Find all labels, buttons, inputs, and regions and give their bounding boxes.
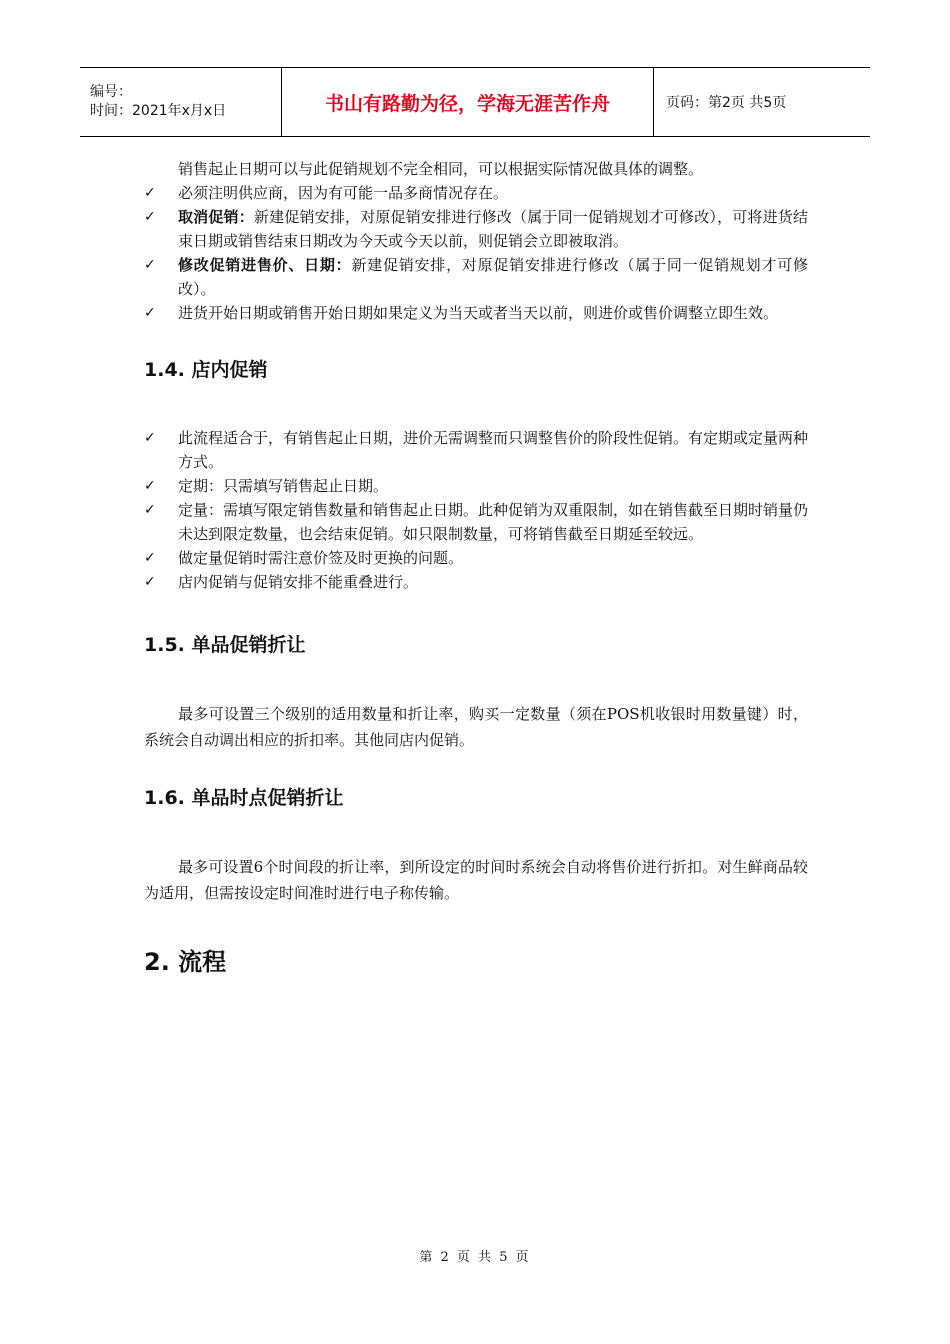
list-item-text: 必须注明供应商，因为有可能一品多商情况存在。 (178, 184, 509, 202)
intro-continuation: 销售起止日期可以与此促销规划不完全相同，可以根据实际情况做具体的调整。 (178, 160, 704, 178)
check-icon: ✓ (144, 478, 156, 494)
promotion-notes-list (144, 181, 808, 325)
list-item (144, 570, 808, 594)
section-heading-2: 2. 流程 (144, 948, 227, 976)
page-header (80, 67, 870, 137)
section-1-6-body: 最多可设置6个时间段的折让率，到所设定的时间时系统会自动将售价进行折扣。对生鲜商品较为适用，但需按设定时间准时进行电子称传输。 (144, 858, 808, 902)
section-heading-1-5: 1.5. 单品促销折让 (144, 634, 306, 656)
number-label: 编号： (90, 84, 132, 100)
check-icon: ✓ (144, 257, 156, 273)
in-store-promotion-list (144, 426, 808, 594)
list-item (144, 205, 808, 253)
header-motto: 书山有路勤为径，学海无涯苦作舟 (282, 68, 654, 136)
check-icon: ✓ (144, 430, 156, 446)
header-page-info: 页码：第2页 共5页 (666, 95, 787, 111)
check-icon: ✓ (144, 209, 156, 225)
section-1-5-body: 最多可设置三个级别的适用数量和折让率，购买一定数量（须在POS机收银时用数量键）时，系统会自动调出相应的折扣率。其他同店内促销。 (144, 705, 808, 749)
header-meta (80, 68, 282, 136)
check-icon: ✓ (144, 305, 156, 321)
time-label: 时间：2021年x月x日 (90, 103, 227, 119)
section-heading-1-4: 1.4. 店内促销 (144, 359, 268, 381)
check-icon: ✓ (144, 574, 156, 590)
list-item-text: 做定量促销时需注意价签及时更换的问题。 (178, 549, 464, 567)
list-item-text: 进货开始日期或销售开始日期如果定义为当天或者当天以前，则进价或售价调整立即生效。 (178, 304, 779, 322)
document-body (144, 157, 808, 977)
list-item-text: 店内促销与促销安排不能重叠进行。 (178, 573, 419, 591)
list-item (144, 498, 808, 546)
list-item (144, 301, 808, 325)
list-item (144, 426, 808, 474)
list-item-text: 此流程适合于，有销售起止日期，进价无需调整而只调整售价的阶段性促销。有定期或定量两种方式。 (178, 429, 809, 471)
check-icon: ✓ (144, 502, 156, 518)
section-heading-1-6: 1.6. 单品时点促销折让 (144, 787, 344, 809)
list-item (144, 474, 808, 498)
list-item (144, 546, 808, 570)
list-item-text: 定期：只需填写销售起止日期。 (178, 477, 389, 495)
list-item-text: 定量：需填写限定销售数量和销售起止日期。此种促销为双重限制，如在销售截至日期时销量仍未达到限定数量，也会结束促销。如只限制数量，可将销售截至日期延至较远。 (178, 501, 809, 543)
list-item (144, 253, 808, 301)
list-item-text: 新建促销安排，对原促销安排进行修改（属于同一促销规划才可修改）。 (178, 256, 808, 298)
list-item-text: 新建促销安排，对原促销安排进行修改（属于同一促销规划才可修改），可将进货结束日期或销售结束日期改为今天或今天以前，则促销会立即被取消。 (178, 208, 808, 250)
check-icon: ✓ (144, 550, 156, 566)
list-item-bold-label: 修改促销进售价、日期： (178, 256, 352, 274)
list-item (144, 181, 808, 205)
page-footer: 第 2 页 共 5 页 (419, 1250, 531, 1265)
check-icon: ✓ (144, 185, 156, 201)
list-item-bold-label: 取消促销： (178, 208, 254, 226)
